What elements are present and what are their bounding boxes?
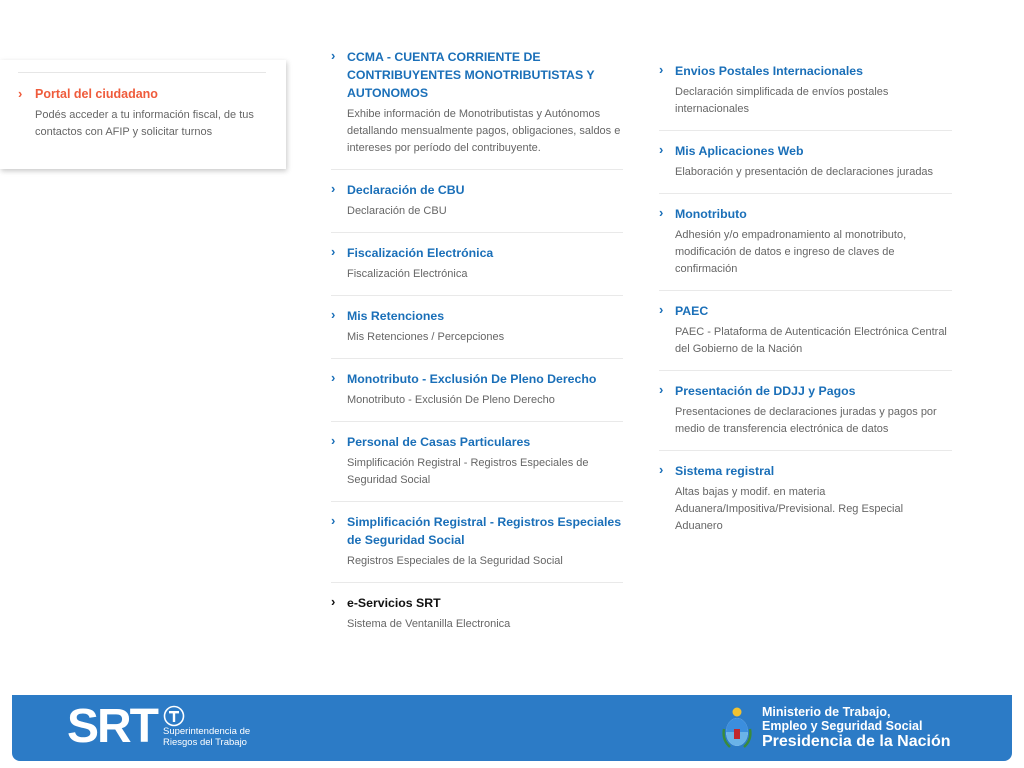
chevron-right-icon: › <box>331 370 336 385</box>
service-item-fiscalizacion[interactable] <box>331 233 623 296</box>
service-description: Sistema de Ventanilla Electronica <box>347 618 511 630</box>
service-description: Mis Retenciones / Percepciones <box>347 331 505 343</box>
service-title[interactable]: CCMA - CUENTA CORRIENTE DE CONTRIBUYENTES MONOTRIBUTISTAS Y AUTONOMOS <box>347 50 595 100</box>
chevron-right-icon: › <box>331 513 336 528</box>
service-item-eservicios-srt[interactable] <box>331 583 623 645</box>
chevron-right-icon: › <box>659 302 664 317</box>
chevron-right-icon: › <box>331 244 336 259</box>
ministry-line-3: Presidencia de la Nación <box>762 733 951 750</box>
service-title[interactable]: Simplificación Registral - Registros Especiales de Seguridad Social <box>347 515 622 547</box>
service-title[interactable]: Declaración de CBU <box>347 183 465 197</box>
services-column-right <box>659 57 952 547</box>
service-title[interactable]: PAEC <box>675 304 709 318</box>
ministry-line-1: Ministerio de Trabajo, <box>762 705 891 719</box>
service-description: Declaración de CBU <box>347 205 447 217</box>
chevron-right-icon: › <box>659 142 664 157</box>
chevron-right-icon: › <box>331 433 336 448</box>
service-description: Exhibe información de Monotributistas y Autónomos detallando mensualmente pagos, obligaciones, saldos e intereses por período del contribuyente. <box>347 108 621 154</box>
service-title[interactable]: Mis Aplicaciones Web <box>675 144 804 158</box>
ministry-logo[interactable] <box>722 703 1002 755</box>
service-description: Declaración simplificada de envíos postales internacionales <box>675 86 889 115</box>
chevron-right-icon: › <box>331 181 336 196</box>
chevron-right-icon: › <box>659 462 664 477</box>
service-description: Simplificación Registral - Registros Especiales de Seguridad Social <box>347 457 589 486</box>
service-item-ccma[interactable] <box>331 48 623 170</box>
service-item-retenciones[interactable] <box>331 296 623 359</box>
chevron-right-icon: › <box>18 86 23 101</box>
service-description: Fiscalización Electrónica <box>347 268 468 280</box>
service-description: PAEC - Plataforma de Autenticación Electrónica Central del Gobierno de la Nación <box>675 326 947 355</box>
service-item-simplificacion-registral[interactable] <box>331 502 623 583</box>
service-description: Monotributo - Exclusión De Pleno Derecho <box>347 394 555 406</box>
service-item-envios-postales[interactable] <box>659 57 952 131</box>
srt-subtitle <box>163 726 250 748</box>
chevron-right-icon: › <box>659 62 664 77</box>
srt-logo-text: SRT <box>67 700 157 753</box>
portal-ciudadano-description: Podés acceder a tu información fiscal, de tus contactos con AFIP y solicitar turnos <box>35 109 254 138</box>
chevron-right-icon: › <box>331 594 336 609</box>
service-item-casas-particulares[interactable] <box>331 422 623 502</box>
service-title[interactable]: Envios Postales Internacionales <box>675 64 863 78</box>
chevron-right-icon: › <box>659 382 664 397</box>
service-description: Registros Especiales de la Seguridad Social <box>347 555 563 567</box>
service-title[interactable]: Mis Retenciones <box>347 309 445 323</box>
chevron-right-icon: › <box>659 205 664 220</box>
service-title[interactable]: e-Servicios SRT <box>347 596 441 610</box>
divider <box>18 72 266 73</box>
service-item-sistema-registral[interactable] <box>659 451 952 547</box>
services-column-middle <box>331 48 623 645</box>
srt-subtitle-line-2: Riesgos del Trabajo <box>163 737 247 748</box>
service-title[interactable]: Presentación de DDJJ y Pagos <box>675 384 856 398</box>
service-description: Elaboración y presentación de declaraciones juradas <box>675 166 934 178</box>
service-title[interactable]: Monotributo - Exclusión De Pleno Derecho <box>347 372 597 386</box>
footer-bar <box>12 695 1012 761</box>
service-item-cbu[interactable] <box>331 170 623 233</box>
service-title[interactable]: Monotributo <box>675 207 747 221</box>
service-item-monotributo-exclusion[interactable] <box>331 359 623 422</box>
service-title[interactable]: Fiscalización Electrónica <box>347 246 494 260</box>
service-item-monotributo[interactable] <box>659 194 952 291</box>
service-item-ddjj-pagos[interactable] <box>659 371 952 451</box>
service-description: Adhesión y/o empadronamiento al monotributo, modificación de datos e ingreso de claves de confirmación <box>675 229 907 275</box>
chevron-right-icon: › <box>331 307 336 322</box>
portal-ciudadano-link[interactable]: Portal del ciudadano <box>35 87 158 101</box>
chevron-right-icon: › <box>331 48 336 63</box>
srt-mark-icon <box>163 705 185 727</box>
service-item-paec[interactable] <box>659 291 952 371</box>
escudo-nacional-icon <box>722 705 752 751</box>
srt-subtitle-line-1: Superintendencia de <box>163 726 251 737</box>
ministry-line-2: Empleo y Seguridad Social <box>762 719 923 733</box>
portal-card <box>0 60 286 169</box>
service-item-mis-aplicaciones-web[interactable] <box>659 131 952 194</box>
service-description: Presentaciones de declaraciones juradas y pagos por medio de transferencia electrónica de datos <box>675 406 937 435</box>
service-title[interactable]: Personal de Casas Particulares <box>347 435 531 449</box>
service-description: Altas bajas y modif. en materia Aduanera/Impositiva/Previsional. Reg Especial Aduanero <box>675 486 904 532</box>
service-title[interactable]: Sistema registral <box>675 464 775 478</box>
